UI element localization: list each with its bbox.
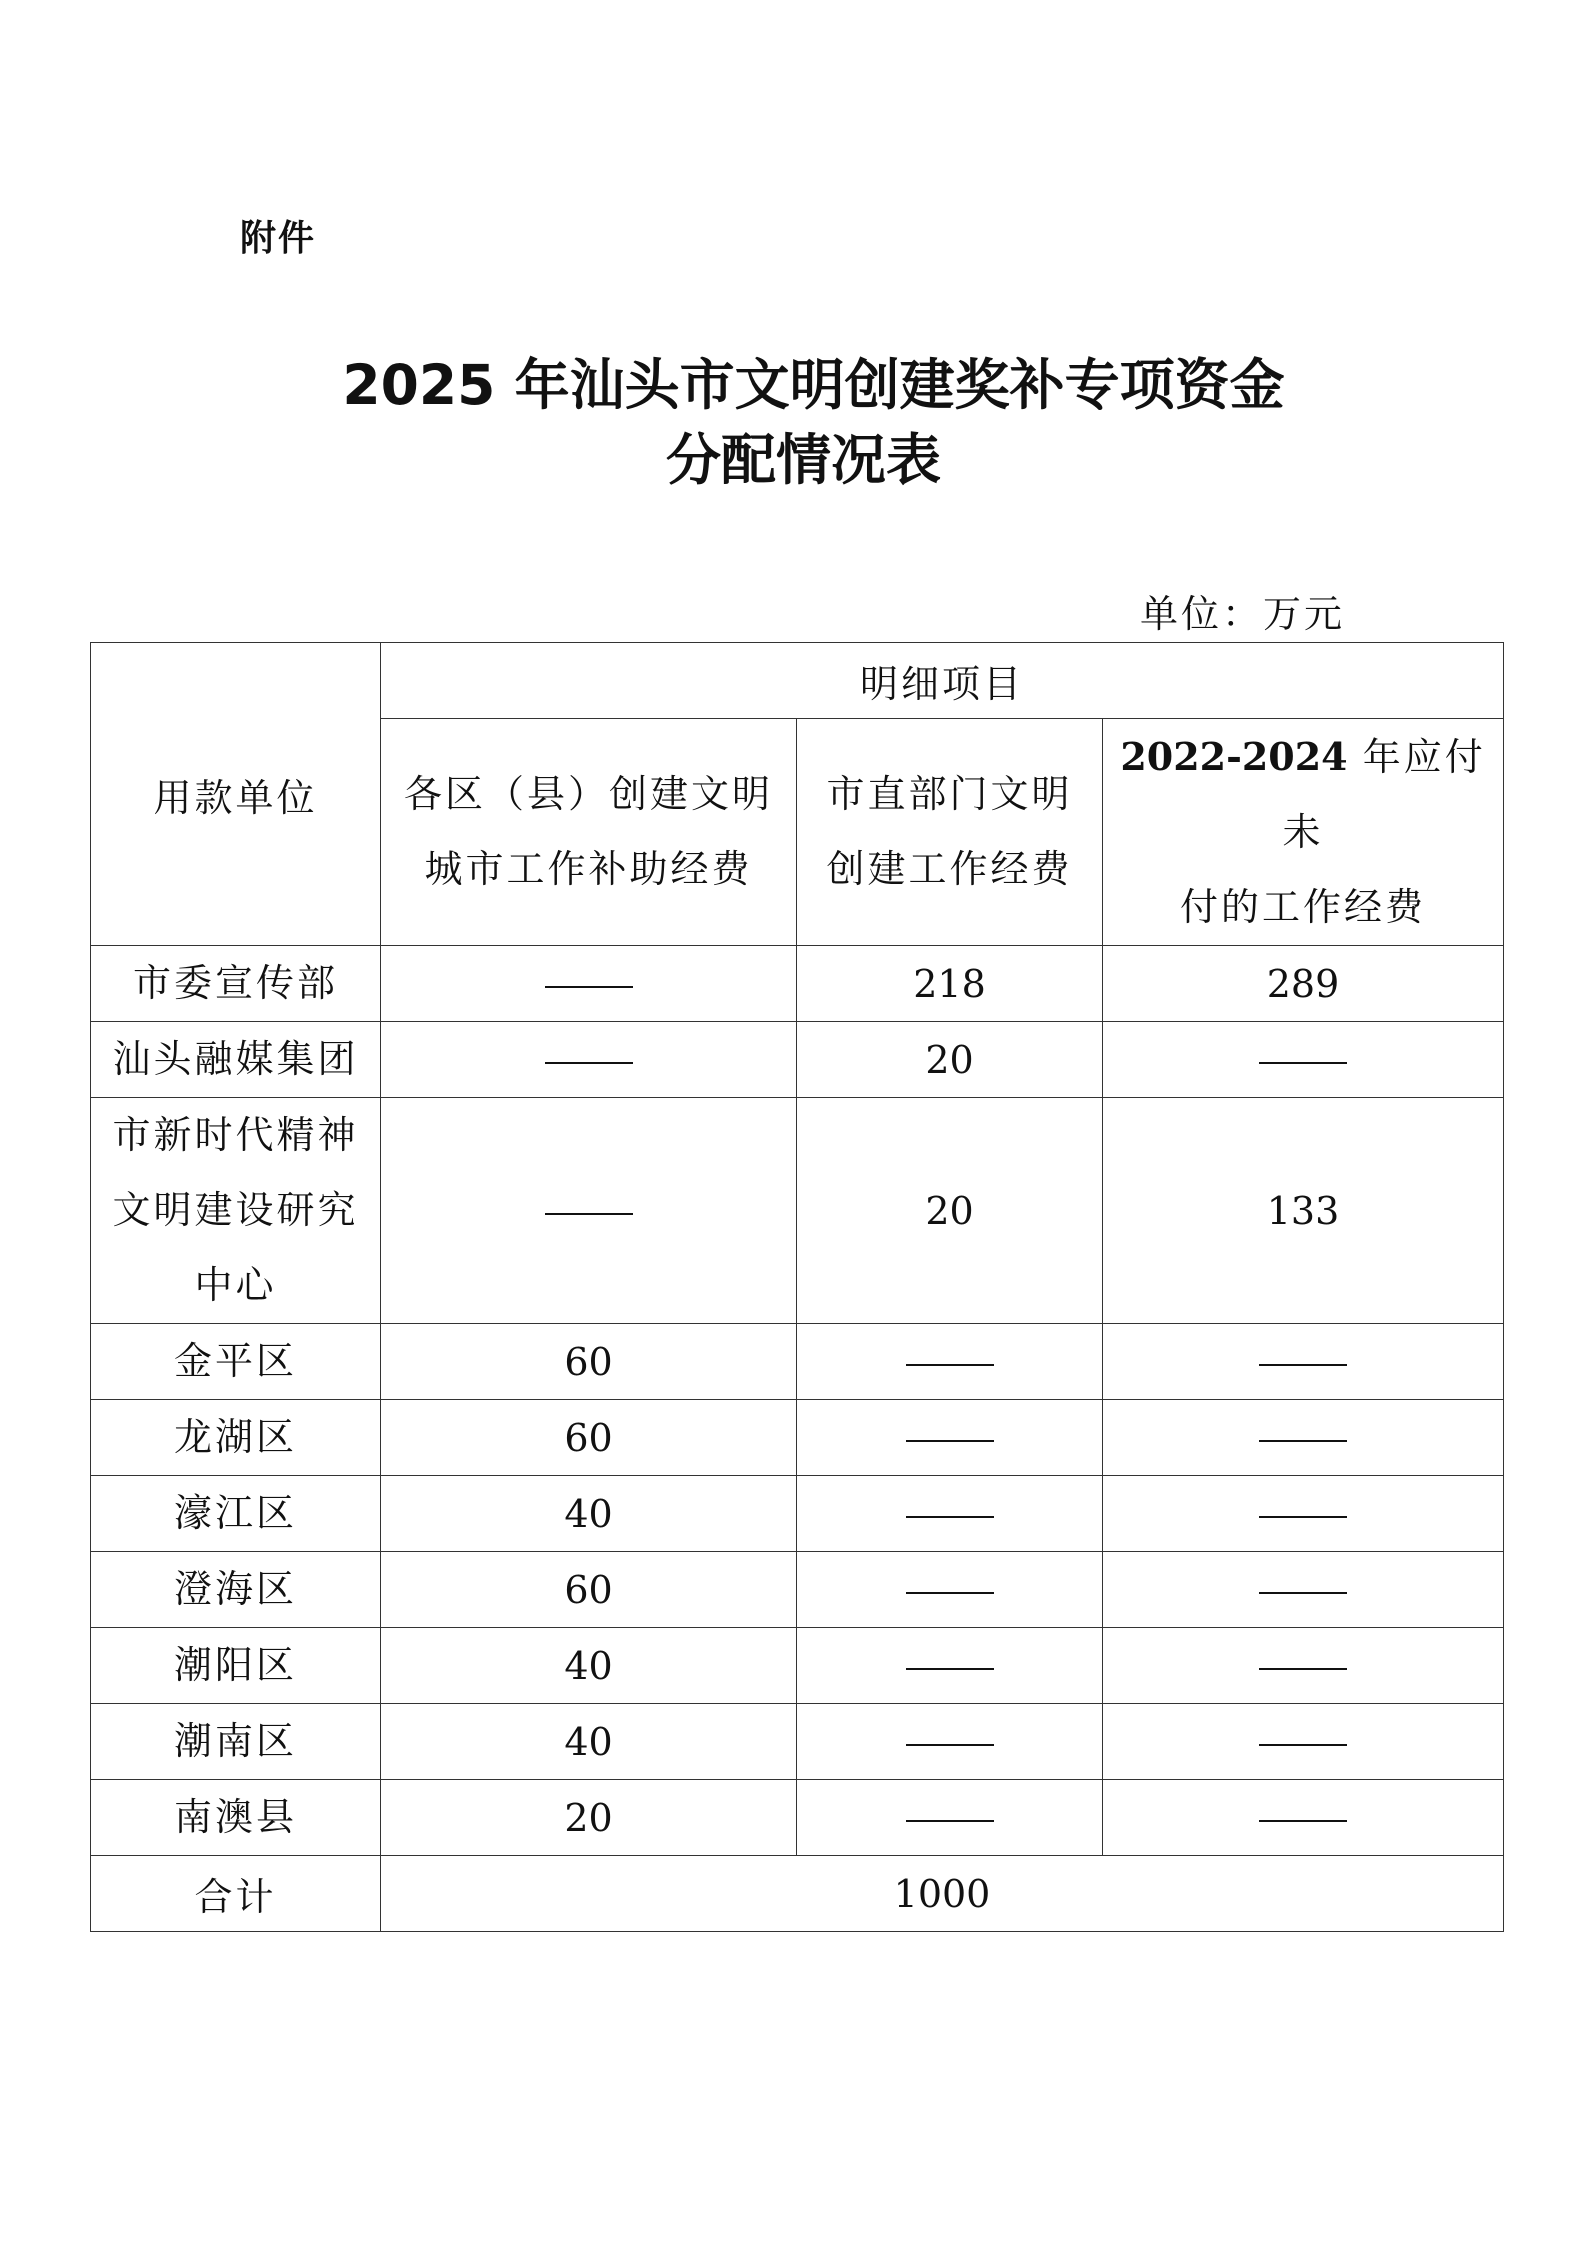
table-row <box>91 1552 1504 1628</box>
total-label: 合计 <box>91 1856 381 1932</box>
empty-cell <box>1103 1400 1504 1476</box>
row-unit-name-line: 市新时代精神 <box>112 1113 359 1157</box>
empty-cell <box>1103 1552 1504 1628</box>
empty-cell <box>1103 1022 1504 1098</box>
row-unit-name <box>91 1552 381 1628</box>
total-row <box>91 1856 1504 1932</box>
amount-cell: 40 <box>381 1476 797 1552</box>
amount-cell: 40 <box>381 1704 797 1780</box>
dash-mark <box>906 1744 994 1746</box>
row-unit-name <box>91 1628 381 1704</box>
header-col-b-line2: 创建工作经费 <box>826 847 1073 891</box>
document-title: 2025 年汕头市文明创建奖补专项资金 <box>342 353 1285 417</box>
table-row <box>91 946 1504 1022</box>
row-unit-name <box>91 1704 381 1780</box>
dash-mark <box>906 1364 994 1366</box>
row-unit-name <box>91 1780 381 1856</box>
empty-cell <box>381 1098 797 1324</box>
amount-cell: 60 <box>381 1552 797 1628</box>
header-col-b-line1: 市直部门文明 <box>826 772 1073 816</box>
unit-label: 单位：万元 <box>1140 592 1346 636</box>
dash-mark <box>1259 1516 1347 1518</box>
dash-mark <box>1259 1440 1347 1442</box>
row-unit-name <box>91 1324 381 1400</box>
row-unit-name-line: 金平区 <box>173 1339 297 1383</box>
row-unit-name <box>91 1476 381 1552</box>
dash-mark <box>906 1592 994 1594</box>
attachment-label: 附件 <box>240 218 317 259</box>
row-unit-name-line: 潮南区 <box>173 1719 297 1763</box>
empty-cell <box>1103 1780 1504 1856</box>
dash-mark <box>1259 1364 1347 1366</box>
amount-cell: 40 <box>381 1628 797 1704</box>
amount-cell: 218 <box>797 946 1103 1022</box>
empty-cell <box>1103 1628 1504 1704</box>
empty-cell <box>797 1552 1103 1628</box>
row-unit-name-line: 濠江区 <box>173 1491 297 1535</box>
table-footer <box>91 1856 1504 1932</box>
amount-cell: 20 <box>797 1022 1103 1098</box>
table-row <box>91 1400 1504 1476</box>
header-col-c-year: 2022-2024 <box>1120 734 1348 779</box>
dash-mark <box>545 1062 633 1064</box>
dash-mark <box>906 1440 994 1442</box>
header-col-c-line1-rest: 年应付未 <box>1282 735 1486 854</box>
total-value: 1000 <box>381 1856 1504 1932</box>
table-row <box>91 1780 1504 1856</box>
amount-cell: 20 <box>797 1098 1103 1324</box>
header-col-a <box>381 719 797 946</box>
row-unit-name <box>91 1400 381 1476</box>
header-col-b <box>797 719 1103 946</box>
row-unit-name-line: 中心 <box>194 1263 277 1307</box>
dash-mark <box>906 1820 994 1822</box>
dash-mark <box>1259 1820 1347 1822</box>
amount-cell: 60 <box>381 1324 797 1400</box>
amount-cell: 20 <box>381 1780 797 1856</box>
header-col-c-line1 <box>1103 719 1503 870</box>
dash-mark <box>545 986 633 988</box>
header-col-a-line2: 城市工作补助经费 <box>424 847 753 891</box>
row-unit-name-line: 龙湖区 <box>173 1415 297 1459</box>
empty-cell <box>1103 1704 1504 1780</box>
amount-cell: 133 <box>1103 1098 1504 1324</box>
empty-cell <box>797 1324 1103 1400</box>
row-unit-name-line: 市委宣传部 <box>132 961 338 1005</box>
amount-cell: 289 <box>1103 946 1504 1022</box>
header-group-cell <box>381 643 1504 719</box>
document-subtitle: 分配情况表 <box>665 428 941 492</box>
dash-mark <box>1259 1062 1347 1064</box>
empty-cell <box>1103 1476 1504 1552</box>
header-col-c <box>1103 719 1504 946</box>
row-unit-name-line: 汕头融媒集团 <box>112 1037 359 1081</box>
table-body <box>91 946 1504 1856</box>
empty-cell <box>797 1704 1103 1780</box>
dash-mark <box>545 1213 633 1215</box>
empty-cell <box>797 1780 1103 1856</box>
row-unit-name-line: 潮阳区 <box>173 1643 297 1687</box>
dash-mark <box>906 1516 994 1518</box>
dash-mark <box>906 1668 994 1670</box>
empty-cell <box>381 946 797 1022</box>
dash-mark <box>1259 1668 1347 1670</box>
row-unit-name-line: 澄海区 <box>173 1567 297 1611</box>
header-col-a-line1: 各区（县）创建文明 <box>403 772 773 816</box>
empty-cell <box>797 1400 1103 1476</box>
table-row <box>91 1476 1504 1552</box>
header-group-label: 明细项目 <box>860 662 1025 706</box>
table-row <box>91 1098 1504 1324</box>
empty-cell <box>381 1022 797 1098</box>
table-row <box>91 1324 1504 1400</box>
header-unit-cell <box>91 643 381 946</box>
dash-mark <box>1259 1592 1347 1594</box>
row-unit-name <box>91 1022 381 1098</box>
header-unit-label: 用款单位 <box>153 775 318 820</box>
empty-cell <box>797 1628 1103 1704</box>
row-unit-name-line: 南澳县 <box>173 1795 297 1839</box>
empty-cell <box>797 1476 1103 1552</box>
table-header <box>91 643 1504 946</box>
row-unit-name-line: 文明建设研究 <box>112 1188 359 1232</box>
empty-cell <box>1103 1324 1504 1400</box>
allocation-table <box>90 642 1504 1932</box>
amount-cell: 60 <box>381 1400 797 1476</box>
row-unit-name <box>91 1098 381 1324</box>
table-row <box>91 1628 1504 1704</box>
row-unit-name <box>91 946 381 1022</box>
table-row <box>91 1704 1504 1780</box>
header-col-c-line2: 付的工作经费 <box>1180 885 1427 929</box>
dash-mark <box>1259 1744 1347 1746</box>
table-row <box>91 1022 1504 1098</box>
